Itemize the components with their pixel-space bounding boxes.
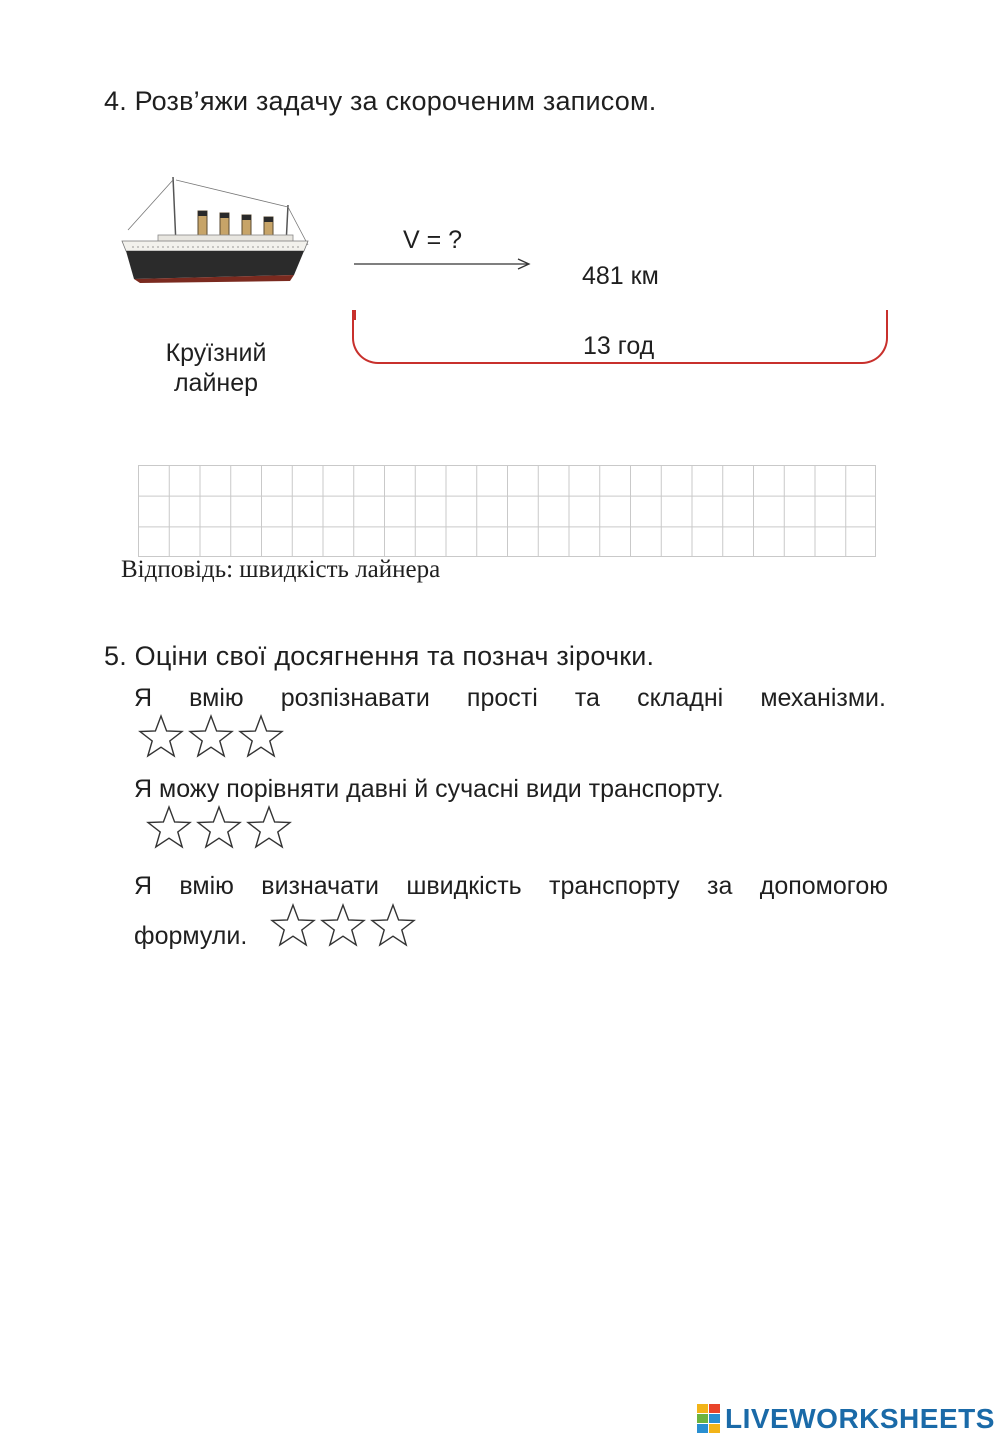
star-outline-icon[interactable] [146, 805, 192, 849]
task4-title: 4. Розв’яжи задачу за скороченим записом. [104, 86, 657, 116]
statement-1-word: вмію [189, 684, 244, 712]
star-outline-icon[interactable] [196, 805, 242, 849]
stars-row-2 [146, 805, 292, 849]
statement-3-line1: Я вмію визначати швидкість транспорту за допомогою [134, 872, 888, 900]
statement-1-word: механізми. [760, 684, 886, 712]
ship-label-line2: лайнер [173, 369, 259, 397]
statement-2-text: Я можу порівняти давні й сучасні види транспорту. [134, 775, 724, 803]
liveworksheets-logo-icon [697, 1404, 721, 1434]
time-label: 13 год [583, 332, 655, 360]
star-outline-icon[interactable] [320, 903, 366, 947]
star-outline-icon[interactable] [138, 714, 184, 758]
answer-label: Відповідь: швидкість лайнера [121, 556, 441, 583]
answer-grid[interactable] [138, 465, 876, 557]
speed-label: V = ? [403, 226, 463, 254]
task5-title: 5. Оціни свої досягнення та познач зірочки. [104, 641, 655, 671]
logo-text: LIVEWORKSHEETS [725, 1403, 995, 1434]
star-outline-icon[interactable] [246, 805, 292, 849]
statement-3-line2: формули. [134, 922, 248, 950]
statement-1-word: прості [466, 684, 538, 712]
statement-1-word: розпізнавати [280, 684, 430, 712]
ship-label [131, 338, 301, 398]
star-outline-icon[interactable] [370, 903, 416, 947]
star-outline-icon[interactable] [270, 903, 316, 947]
statement-1 [134, 684, 886, 713]
arrow-right-icon [352, 256, 534, 272]
statement-1-word: складні [637, 684, 724, 712]
statement-1-word: Я [134, 684, 153, 712]
liveworksheets-logo [697, 1403, 995, 1435]
star-outline-icon[interactable] [238, 714, 284, 758]
star-outline-icon[interactable] [188, 714, 234, 758]
stars-row-1 [138, 714, 284, 758]
ship-label-line1: Круїзний [165, 339, 267, 367]
ship-image [118, 175, 313, 285]
statement-1-word: та [574, 684, 600, 712]
stars-row-3 [270, 903, 416, 947]
distance-label: 481 км [582, 262, 659, 290]
